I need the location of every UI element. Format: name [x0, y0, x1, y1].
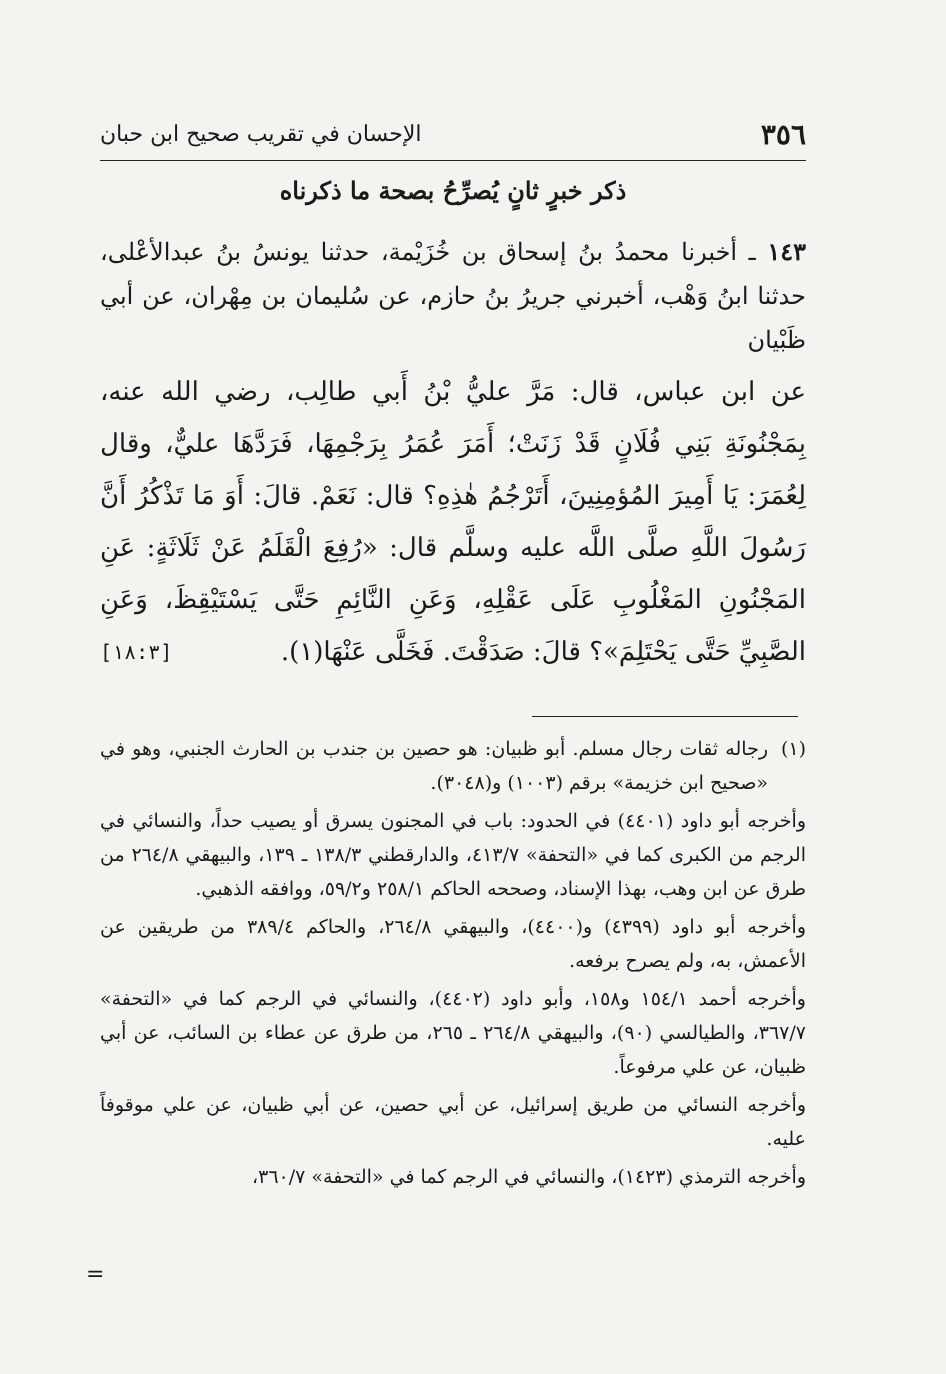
footnote-paragraph: وأخرجه النسائي من طريق إسرائيل، عن أبي حصين، عن أبي ظبيان، عن علي موقوفاً عليه. — [100, 1094, 806, 1150]
footnote-paragraph — [100, 732, 806, 800]
footnote-marker: (١) — [780, 738, 806, 760]
section-heading: ذكر خبرٍ ثانٍ يُصرِّحُ بصحة ما ذكرناه — [279, 176, 627, 205]
hadith-matn — [100, 366, 806, 678]
hadith-isnad — [100, 230, 806, 362]
hadith-reference: [١٨:٣] — [100, 640, 173, 664]
footnote-paragraph: وأخرجه أبو داود (٤٣٩٩) و(٤٤٠٠)، والبيهقي ٢٦٤/٨، والحاكم ٣٨٩/٤ من طريقين عن الأعمش، به، ولم يصرح برفعه. — [100, 916, 806, 972]
footnote-paragraph: وأخرجه أبو داود (٤٤٠١) في الحدود: باب في المجنون يسرق أو يصيب حداً، والنسائي في الرجم من الكبرى كما في «التحفة» ٤١٣/٧، والدارقطني ١٣٨/٣ ـ ١٣٩، والبيهقي ٢٦٤/٨ من طرق عن ابن وهب، بهذا الإسناد، وصححه الحاكم ٢٥٨/١ و٥٩/٢، ووافقه الذهبي. — [100, 810, 807, 900]
footnote-rule — [532, 716, 798, 717]
footnote-paragraph: وأخرجه أحمد ١٥٤/١ و١٥٨، وأبو داود (٤٤٠٢)، والنسائي في الرجم كما في «التحفة» ٣٦٧/٧، والطيالسي (٩٠)، والبيهقي ٢٦٤/٨ ـ ٢٦٥، من طرق عن عطاء بن السائب، عن أبي ظبيان، عن علي مرفوعاً. — [100, 988, 806, 1078]
isnad-text: أخبرنا محمدُ بنُ إسحاق بن خُزَيْمة، حدثنا يونسُ بنُ عبدالأعْلى، حدثنا ابنُ وَهْب، أخبرني جريرُ بنُ حازم، عن سُليمان بن مِهْران، عن أبي ظَبْيان — [100, 238, 806, 354]
continuation-mark: = — [86, 1262, 105, 1287]
page-number: ٣٥٦ — [760, 118, 806, 151]
running-header — [100, 118, 806, 158]
header-rule — [100, 160, 806, 161]
hadith-number: ١٤٣ — [767, 237, 806, 266]
matn-text: عن ابن عباس، قال: مَرَّ عليُّ بْنُ أَبي طالِب، رضي الله عنه، بِمَجْنُونَةِ بَنِي فُلَانٍ قَدْ زَنَتْ؛ أَمَرَ عُمَرُ بِرَجْمِهَا، فَرَدَّهَا عليٌّ، وقال لِعُمَرَ: يَا أَمِيرَ المُؤمِنِينَ، أَتَرْجُمُ هٰذِهِ؟ قال: نَعَمْ. قالَ: أَوَ مَا تَذْكُرُ أَنَّ رَسُولَ اللَّهِ صلَّى اللَّه عليه وسلَّم قال: «رُفِعَ الْقَلَمُ عَنْ ثَلَاثَةٍ: عَنِ المَجْنُونِ المَغْلُوبِ عَلَى عَقْلِهِ، وَعَنِ النَّائِمِ حَتَّى يَسْتَيْقِظَ، وَعَنِ الصَّبِيِّ حَتَّى يَحْتَلِمَ»؟ قالَ: صَدَقْتَ. فَخَلَّى عَنْهَا(١). — [100, 377, 806, 667]
footnote-text: رجاله ثقات رجال مسلم. أبو ظبيان: هو حصين بن جندب بن الحارث الجنبي، وهو في «صحيح ابن خزيمة» برقم (١٠٠٣) و(٣٠٤٨). — [100, 738, 768, 794]
running-title: الإحسان في تقريب صحيح ابن حبان — [100, 122, 422, 147]
isnad-dash: ـ — [737, 238, 756, 266]
footnotes — [100, 732, 806, 1198]
footnote-paragraph: وأخرجه الترمذي (١٤٢٣)، والنسائي في الرجم كما في «التحفة» ٣٦٠/٧، — [252, 1166, 806, 1188]
